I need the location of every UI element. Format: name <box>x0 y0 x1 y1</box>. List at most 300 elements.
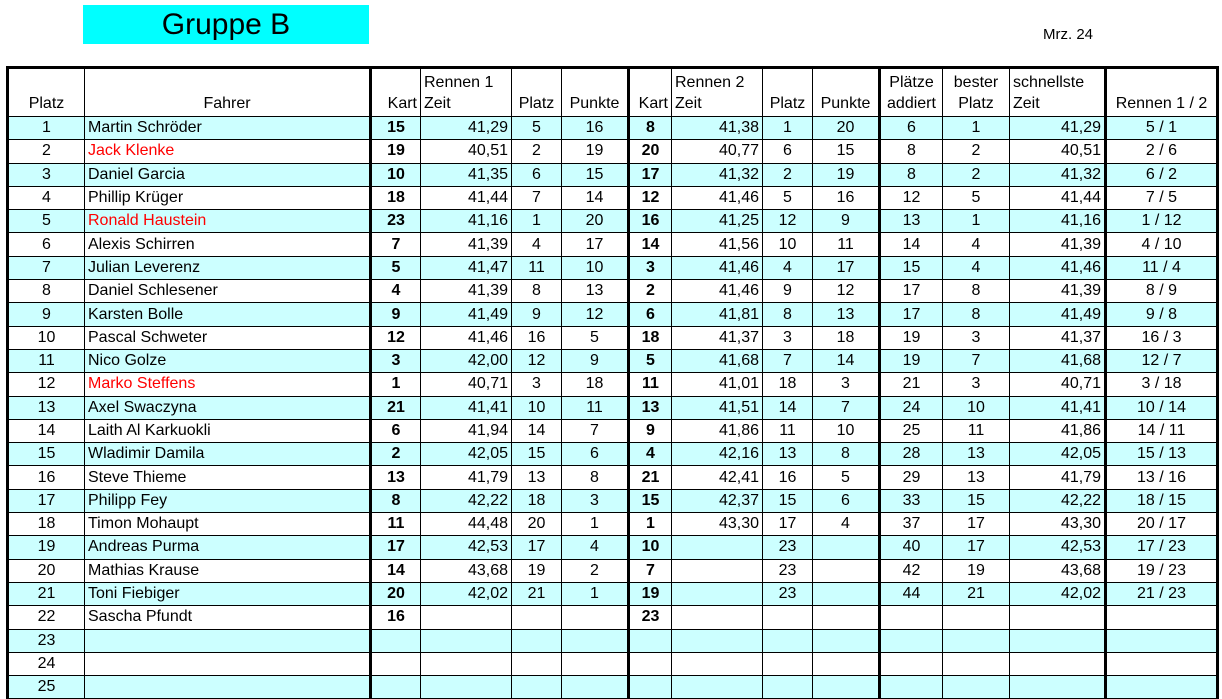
driver-name: Philipp Fey <box>85 489 371 512</box>
rennen12-cell <box>1106 629 1218 652</box>
bester-platz-cell <box>943 676 1010 699</box>
bester-platz-cell: 19 <box>943 559 1010 582</box>
col-header-fahrer: Fahrer <box>85 68 371 117</box>
zeit1-cell: 42,22 <box>421 489 512 512</box>
driver-name: Martin Schröder <box>85 117 371 140</box>
zeit1-cell: 41,49 <box>421 303 512 326</box>
kart1-cell: 5 <box>371 256 421 279</box>
driver-name: Timon Mohaupt <box>85 513 371 536</box>
col-header-platz-2: Platz <box>763 68 813 117</box>
zeit1-cell: 42,05 <box>421 443 512 466</box>
driver-name <box>85 652 371 675</box>
platz2-cell: 13 <box>763 443 813 466</box>
zeit-label: Zeit <box>1013 95 1040 112</box>
punkte1-cell: 2 <box>562 559 629 582</box>
platz2-cell: 3 <box>763 326 813 349</box>
punkte1-cell: 5 <box>562 326 629 349</box>
table-row <box>8 652 1218 675</box>
punkte2-cell: 19 <box>813 163 880 186</box>
rennen12-cell: 4 / 10 <box>1106 233 1218 256</box>
rennen12-cell: 12 / 7 <box>1106 349 1218 372</box>
rennen2-label: Rennen 2 <box>675 74 745 91</box>
bester-platz-cell: 13 <box>943 443 1010 466</box>
kart1-cell: 23 <box>371 210 421 233</box>
zeit2-cell: 41,01 <box>672 373 763 396</box>
punkte2-cell <box>813 629 880 652</box>
kart1-cell <box>371 629 421 652</box>
platz1-cell: 18 <box>512 489 562 512</box>
schnellste-zeit-cell: 41,46 <box>1010 256 1106 279</box>
zeit-label: Zeit <box>675 95 702 112</box>
platz1-cell: 2 <box>512 140 562 163</box>
platz1-cell: 3 <box>512 373 562 396</box>
schnellste-zeit-cell: 42,02 <box>1010 582 1106 605</box>
zeit2-cell: 41,25 <box>672 210 763 233</box>
kart2-cell: 3 <box>629 256 672 279</box>
driver-name: Toni Fiebiger <box>85 582 371 605</box>
punkte1-cell: 11 <box>562 396 629 419</box>
table-row <box>8 373 1218 396</box>
punkte2-cell: 5 <box>813 466 880 489</box>
punkte2-cell: 10 <box>813 419 880 442</box>
platz2-cell: 12 <box>763 210 813 233</box>
zeit2-cell <box>672 582 763 605</box>
punkte1-cell: 6 <box>562 443 629 466</box>
kart1-cell: 4 <box>371 280 421 303</box>
rennen12-cell: 11 / 4 <box>1106 256 1218 279</box>
kart1-cell: 2 <box>371 443 421 466</box>
bester-platz-cell: 4 <box>943 233 1010 256</box>
platz1-cell: 10 <box>512 396 562 419</box>
punkte1-cell: 1 <box>562 513 629 536</box>
bester-platz-cell: 10 <box>943 396 1010 419</box>
zeit1-cell: 42,00 <box>421 349 512 372</box>
punkte2-cell <box>813 652 880 675</box>
platz1-cell: 8 <box>512 280 562 303</box>
zeit2-cell <box>672 559 763 582</box>
punkte1-cell: 14 <box>562 186 629 209</box>
bester-platz-cell <box>943 606 1010 629</box>
table-row <box>8 676 1218 699</box>
kart2-cell: 17 <box>629 163 672 186</box>
bester-platz-cell: 2 <box>943 140 1010 163</box>
schnellste-zeit-cell: 41,39 <box>1010 280 1106 303</box>
col-header-platz-1: Platz <box>512 68 562 117</box>
zeit2-cell: 41,51 <box>672 396 763 419</box>
rennen12-cell: 2 / 6 <box>1106 140 1218 163</box>
punkte1-cell: 9 <box>562 349 629 372</box>
platz-cell: 7 <box>8 256 85 279</box>
platz1-cell <box>512 629 562 652</box>
driver-name: Mathias Krause <box>85 559 371 582</box>
kart1-cell: 6 <box>371 419 421 442</box>
kart2-cell: 4 <box>629 443 672 466</box>
schnellste-zeit-cell: 41,41 <box>1010 396 1106 419</box>
bester-platz-cell: 7 <box>943 349 1010 372</box>
plaetze-label: Plätze <box>889 74 934 91</box>
platz2-cell: 7 <box>763 349 813 372</box>
rennen12-cell: 10 / 14 <box>1106 396 1218 419</box>
driver-name: Steve Thieme <box>85 466 371 489</box>
kart1-cell <box>371 652 421 675</box>
punkte1-cell: 19 <box>562 140 629 163</box>
punkte1-cell: 15 <box>562 163 629 186</box>
kart1-cell: 20 <box>371 582 421 605</box>
plaetze-addiert-cell: 8 <box>880 163 943 186</box>
schnellste-zeit-cell: 40,71 <box>1010 373 1106 396</box>
bester-platz-cell: 1 <box>943 210 1010 233</box>
schnellste-zeit-cell <box>1010 606 1106 629</box>
rennen12-cell: 7 / 5 <box>1106 186 1218 209</box>
zeit2-cell <box>672 536 763 559</box>
plaetze-addiert-cell: 14 <box>880 233 943 256</box>
platz-cell: 13 <box>8 396 85 419</box>
bester-platz-cell: 8 <box>943 280 1010 303</box>
bester-platz-cell: 13 <box>943 466 1010 489</box>
platz1-cell: 1 <box>512 210 562 233</box>
driver-name: Axel Swaczyna <box>85 396 371 419</box>
platz1-cell: 21 <box>512 582 562 605</box>
group-title: Gruppe B <box>83 5 369 44</box>
rennen12-cell <box>1106 606 1218 629</box>
schnellste-zeit-cell <box>1010 652 1106 675</box>
platz2-cell: 23 <box>763 559 813 582</box>
rennen12-cell: 18 / 15 <box>1106 489 1218 512</box>
zeit2-cell: 40,77 <box>672 140 763 163</box>
kart2-cell: 16 <box>629 210 672 233</box>
bester-platz-cell: 17 <box>943 513 1010 536</box>
zeit1-cell: 41,79 <box>421 466 512 489</box>
kart2-cell: 15 <box>629 489 672 512</box>
platz1-cell: 19 <box>512 559 562 582</box>
platz2-cell <box>763 652 813 675</box>
zeit1-cell <box>421 676 512 699</box>
table-row <box>8 233 1218 256</box>
platz-cell: 11 <box>8 349 85 372</box>
platz2-cell: 16 <box>763 466 813 489</box>
kart2-cell: 12 <box>629 186 672 209</box>
rennen12-cell: 8 / 9 <box>1106 280 1218 303</box>
schnellste-zeit-cell: 43,68 <box>1010 559 1106 582</box>
zeit2-cell: 41,56 <box>672 233 763 256</box>
platz-label: Platz <box>958 95 994 112</box>
date-label: Mrz. 24 <box>1043 26 1094 43</box>
kart2-cell: 21 <box>629 466 672 489</box>
punkte1-cell: 4 <box>562 536 629 559</box>
driver-name: Daniel Schlesener <box>85 280 371 303</box>
kart1-cell: 14 <box>371 559 421 582</box>
kart1-cell: 13 <box>371 466 421 489</box>
zeit1-cell: 41,39 <box>421 280 512 303</box>
table-row <box>8 466 1218 489</box>
plaetze-addiert-cell: 29 <box>880 466 943 489</box>
zeit2-cell: 42,37 <box>672 489 763 512</box>
table-row <box>8 140 1218 163</box>
platz-cell: 24 <box>8 652 85 675</box>
platz1-cell: 11 <box>512 256 562 279</box>
zeit2-cell: 41,46 <box>672 280 763 303</box>
rennen12-cell: 1 / 12 <box>1106 210 1218 233</box>
plaetze-addiert-cell <box>880 629 943 652</box>
schnellste-zeit-cell: 41,29 <box>1010 117 1106 140</box>
rennen12-cell: 17 / 23 <box>1106 536 1218 559</box>
table-row <box>8 443 1218 466</box>
col-header-rennen1-zeit <box>421 68 512 117</box>
platz2-cell <box>763 676 813 699</box>
platz-cell: 22 <box>8 606 85 629</box>
platz2-cell <box>763 629 813 652</box>
kart1-cell: 10 <box>371 163 421 186</box>
plaetze-addiert-cell <box>880 606 943 629</box>
plaetze-addiert-cell: 17 <box>880 280 943 303</box>
platz-cell: 4 <box>8 186 85 209</box>
platz1-cell: 15 <box>512 443 562 466</box>
platz-cell: 23 <box>8 629 85 652</box>
punkte2-cell <box>813 606 880 629</box>
platz2-cell: 23 <box>763 536 813 559</box>
table-row <box>8 396 1218 419</box>
col-header-plaetze-addiert <box>880 68 943 117</box>
rennen12-cell: 5 / 1 <box>1106 117 1218 140</box>
bester-platz-cell: 4 <box>943 256 1010 279</box>
schnellste-zeit-cell: 40,51 <box>1010 140 1106 163</box>
bester-platz-cell: 21 <box>943 582 1010 605</box>
plaetze-addiert-cell: 40 <box>880 536 943 559</box>
bester-platz-cell: 3 <box>943 373 1010 396</box>
kart1-cell: 9 <box>371 303 421 326</box>
zeit2-cell: 41,81 <box>672 303 763 326</box>
platz1-cell: 7 <box>512 186 562 209</box>
punkte1-cell <box>562 676 629 699</box>
punkte2-cell: 17 <box>813 256 880 279</box>
platz1-cell <box>512 606 562 629</box>
punkte1-cell: 8 <box>562 466 629 489</box>
results-table <box>6 66 1219 699</box>
header-row <box>8 68 1218 117</box>
addiert-label: addiert <box>887 95 936 112</box>
bester-platz-cell: 11 <box>943 419 1010 442</box>
kart2-cell: 7 <box>629 559 672 582</box>
plaetze-addiert-cell: 25 <box>880 419 943 442</box>
punkte2-cell: 18 <box>813 326 880 349</box>
punkte1-cell: 3 <box>562 489 629 512</box>
schnellste-zeit-cell: 41,79 <box>1010 466 1106 489</box>
table-row <box>8 419 1218 442</box>
schnellste-zeit-cell <box>1010 629 1106 652</box>
zeit1-cell: 41,35 <box>421 163 512 186</box>
schnellste-zeit-cell: 41,37 <box>1010 326 1106 349</box>
schnellste-zeit-cell: 43,30 <box>1010 513 1106 536</box>
plaetze-addiert-cell: 19 <box>880 326 943 349</box>
punkte2-cell: 20 <box>813 117 880 140</box>
punkte1-cell: 10 <box>562 256 629 279</box>
schnellste-zeit-cell: 41,39 <box>1010 233 1106 256</box>
table-row <box>8 629 1218 652</box>
platz2-cell: 8 <box>763 303 813 326</box>
platz2-cell: 5 <box>763 186 813 209</box>
zeit2-cell: 41,37 <box>672 326 763 349</box>
rennen12-cell: 13 / 16 <box>1106 466 1218 489</box>
platz2-cell: 2 <box>763 163 813 186</box>
schnellste-zeit-cell <box>1010 676 1106 699</box>
kart1-cell: 12 <box>371 326 421 349</box>
zeit2-cell: 41,38 <box>672 117 763 140</box>
zeit2-cell: 41,86 <box>672 419 763 442</box>
rennen1-label: Rennen 1 <box>424 74 494 91</box>
table-row <box>8 326 1218 349</box>
platz-cell: 19 <box>8 536 85 559</box>
rennen12-cell: 15 / 13 <box>1106 443 1218 466</box>
table-row <box>8 163 1218 186</box>
platz2-cell: 23 <box>763 582 813 605</box>
platz2-cell: 6 <box>763 140 813 163</box>
platz2-cell: 1 <box>763 117 813 140</box>
driver-name <box>85 629 371 652</box>
bester-platz-cell: 2 <box>943 163 1010 186</box>
zeit1-cell: 42,53 <box>421 536 512 559</box>
driver-name: Jack Klenke <box>85 140 371 163</box>
kart1-cell: 19 <box>371 140 421 163</box>
col-header-rennen2-zeit <box>672 68 763 117</box>
platz-cell: 1 <box>8 117 85 140</box>
platz2-cell: 15 <box>763 489 813 512</box>
punkte1-cell: 7 <box>562 419 629 442</box>
platz1-cell <box>512 676 562 699</box>
zeit1-cell: 40,71 <box>421 373 512 396</box>
platz-cell: 2 <box>8 140 85 163</box>
punkte2-cell: 16 <box>813 186 880 209</box>
schnellste-zeit-cell: 42,22 <box>1010 489 1106 512</box>
zeit1-cell: 41,16 <box>421 210 512 233</box>
plaetze-addiert-cell: 17 <box>880 303 943 326</box>
table-row <box>8 186 1218 209</box>
table-row <box>8 303 1218 326</box>
kart1-cell: 7 <box>371 233 421 256</box>
zeit2-cell <box>672 629 763 652</box>
bester-platz-cell: 8 <box>943 303 1010 326</box>
bester-label: bester <box>953 74 999 91</box>
plaetze-addiert-cell: 15 <box>880 256 943 279</box>
driver-name: Pascal Schweter <box>85 326 371 349</box>
zeit2-cell: 41,46 <box>672 256 763 279</box>
rennen12-cell <box>1106 652 1218 675</box>
bester-platz-cell <box>943 652 1010 675</box>
driver-name: Alexis Schirren <box>85 233 371 256</box>
table-row <box>8 210 1218 233</box>
table-row <box>8 513 1218 536</box>
schnellste-zeit-cell: 41,68 <box>1010 349 1106 372</box>
punkte1-cell: 17 <box>562 233 629 256</box>
platz1-cell: 9 <box>512 303 562 326</box>
bester-platz-cell: 5 <box>943 186 1010 209</box>
col-header-kart-2: Kart <box>629 68 672 117</box>
zeit1-cell: 44,48 <box>421 513 512 536</box>
punkte1-cell: 1 <box>562 582 629 605</box>
kart1-cell <box>371 676 421 699</box>
driver-name: Laith Al Karkuokli <box>85 419 371 442</box>
driver-name: Wladimir Damila <box>85 443 371 466</box>
zeit1-cell: 43,68 <box>421 559 512 582</box>
kart1-cell: 15 <box>371 117 421 140</box>
bester-platz-cell: 17 <box>943 536 1010 559</box>
zeit2-cell <box>672 606 763 629</box>
punkte1-cell <box>562 606 629 629</box>
platz-cell: 3 <box>8 163 85 186</box>
platz1-cell: 17 <box>512 536 562 559</box>
bester-platz-cell: 15 <box>943 489 1010 512</box>
kart2-cell: 23 <box>629 606 672 629</box>
kart2-cell: 14 <box>629 233 672 256</box>
driver-name: Daniel Garcia <box>85 163 371 186</box>
plaetze-addiert-cell: 42 <box>880 559 943 582</box>
driver-name: Andreas Purma <box>85 536 371 559</box>
punkte1-cell <box>562 652 629 675</box>
punkte2-cell: 7 <box>813 396 880 419</box>
platz-cell: 18 <box>8 513 85 536</box>
zeit2-cell: 42,16 <box>672 443 763 466</box>
punkte1-cell: 20 <box>562 210 629 233</box>
zeit1-cell: 40,51 <box>421 140 512 163</box>
platz1-cell: 6 <box>512 163 562 186</box>
kart2-cell: 18 <box>629 326 672 349</box>
schnellste-zeit-cell: 41,44 <box>1010 186 1106 209</box>
schnellste-zeit-cell: 41,32 <box>1010 163 1106 186</box>
table-row <box>8 536 1218 559</box>
kart2-cell: 20 <box>629 140 672 163</box>
rennen12-cell: 19 / 23 <box>1106 559 1218 582</box>
platz1-cell: 12 <box>512 349 562 372</box>
platz-cell: 25 <box>8 676 85 699</box>
platz-cell: 8 <box>8 280 85 303</box>
col-header-platz: Platz <box>8 68 85 117</box>
kart2-cell: 9 <box>629 419 672 442</box>
zeit1-cell: 41,41 <box>421 396 512 419</box>
punkte2-cell: 15 <box>813 140 880 163</box>
zeit2-cell: 42,41 <box>672 466 763 489</box>
col-header-punkte-2: Punkte <box>813 68 880 117</box>
bester-platz-cell: 1 <box>943 117 1010 140</box>
kart1-cell: 21 <box>371 396 421 419</box>
kart2-cell: 8 <box>629 117 672 140</box>
kart2-cell: 6 <box>629 303 672 326</box>
table-row <box>8 582 1218 605</box>
punkte2-cell: 14 <box>813 349 880 372</box>
kart2-cell: 13 <box>629 396 672 419</box>
platz2-cell: 9 <box>763 280 813 303</box>
kart2-cell: 11 <box>629 373 672 396</box>
punkte2-cell: 3 <box>813 373 880 396</box>
rennen12-cell: 21 / 23 <box>1106 582 1218 605</box>
plaetze-addiert-cell: 37 <box>880 513 943 536</box>
platz-cell: 17 <box>8 489 85 512</box>
col-header-kart-1: Kart <box>371 68 421 117</box>
rennen12-cell: 9 / 8 <box>1106 303 1218 326</box>
zeit1-cell: 41,29 <box>421 117 512 140</box>
punkte1-cell: 16 <box>562 117 629 140</box>
punkte2-cell: 12 <box>813 280 880 303</box>
punkte2-cell <box>813 536 880 559</box>
kart2-cell: 2 <box>629 280 672 303</box>
zeit1-cell: 41,47 <box>421 256 512 279</box>
driver-name: Ronald Haustein <box>85 210 371 233</box>
kart2-cell: 1 <box>629 513 672 536</box>
platz1-cell: 20 <box>512 513 562 536</box>
punkte1-cell <box>562 629 629 652</box>
platz-cell: 14 <box>8 419 85 442</box>
driver-name: Karsten Bolle <box>85 303 371 326</box>
plaetze-addiert-cell: 44 <box>880 582 943 605</box>
platz1-cell: 13 <box>512 466 562 489</box>
